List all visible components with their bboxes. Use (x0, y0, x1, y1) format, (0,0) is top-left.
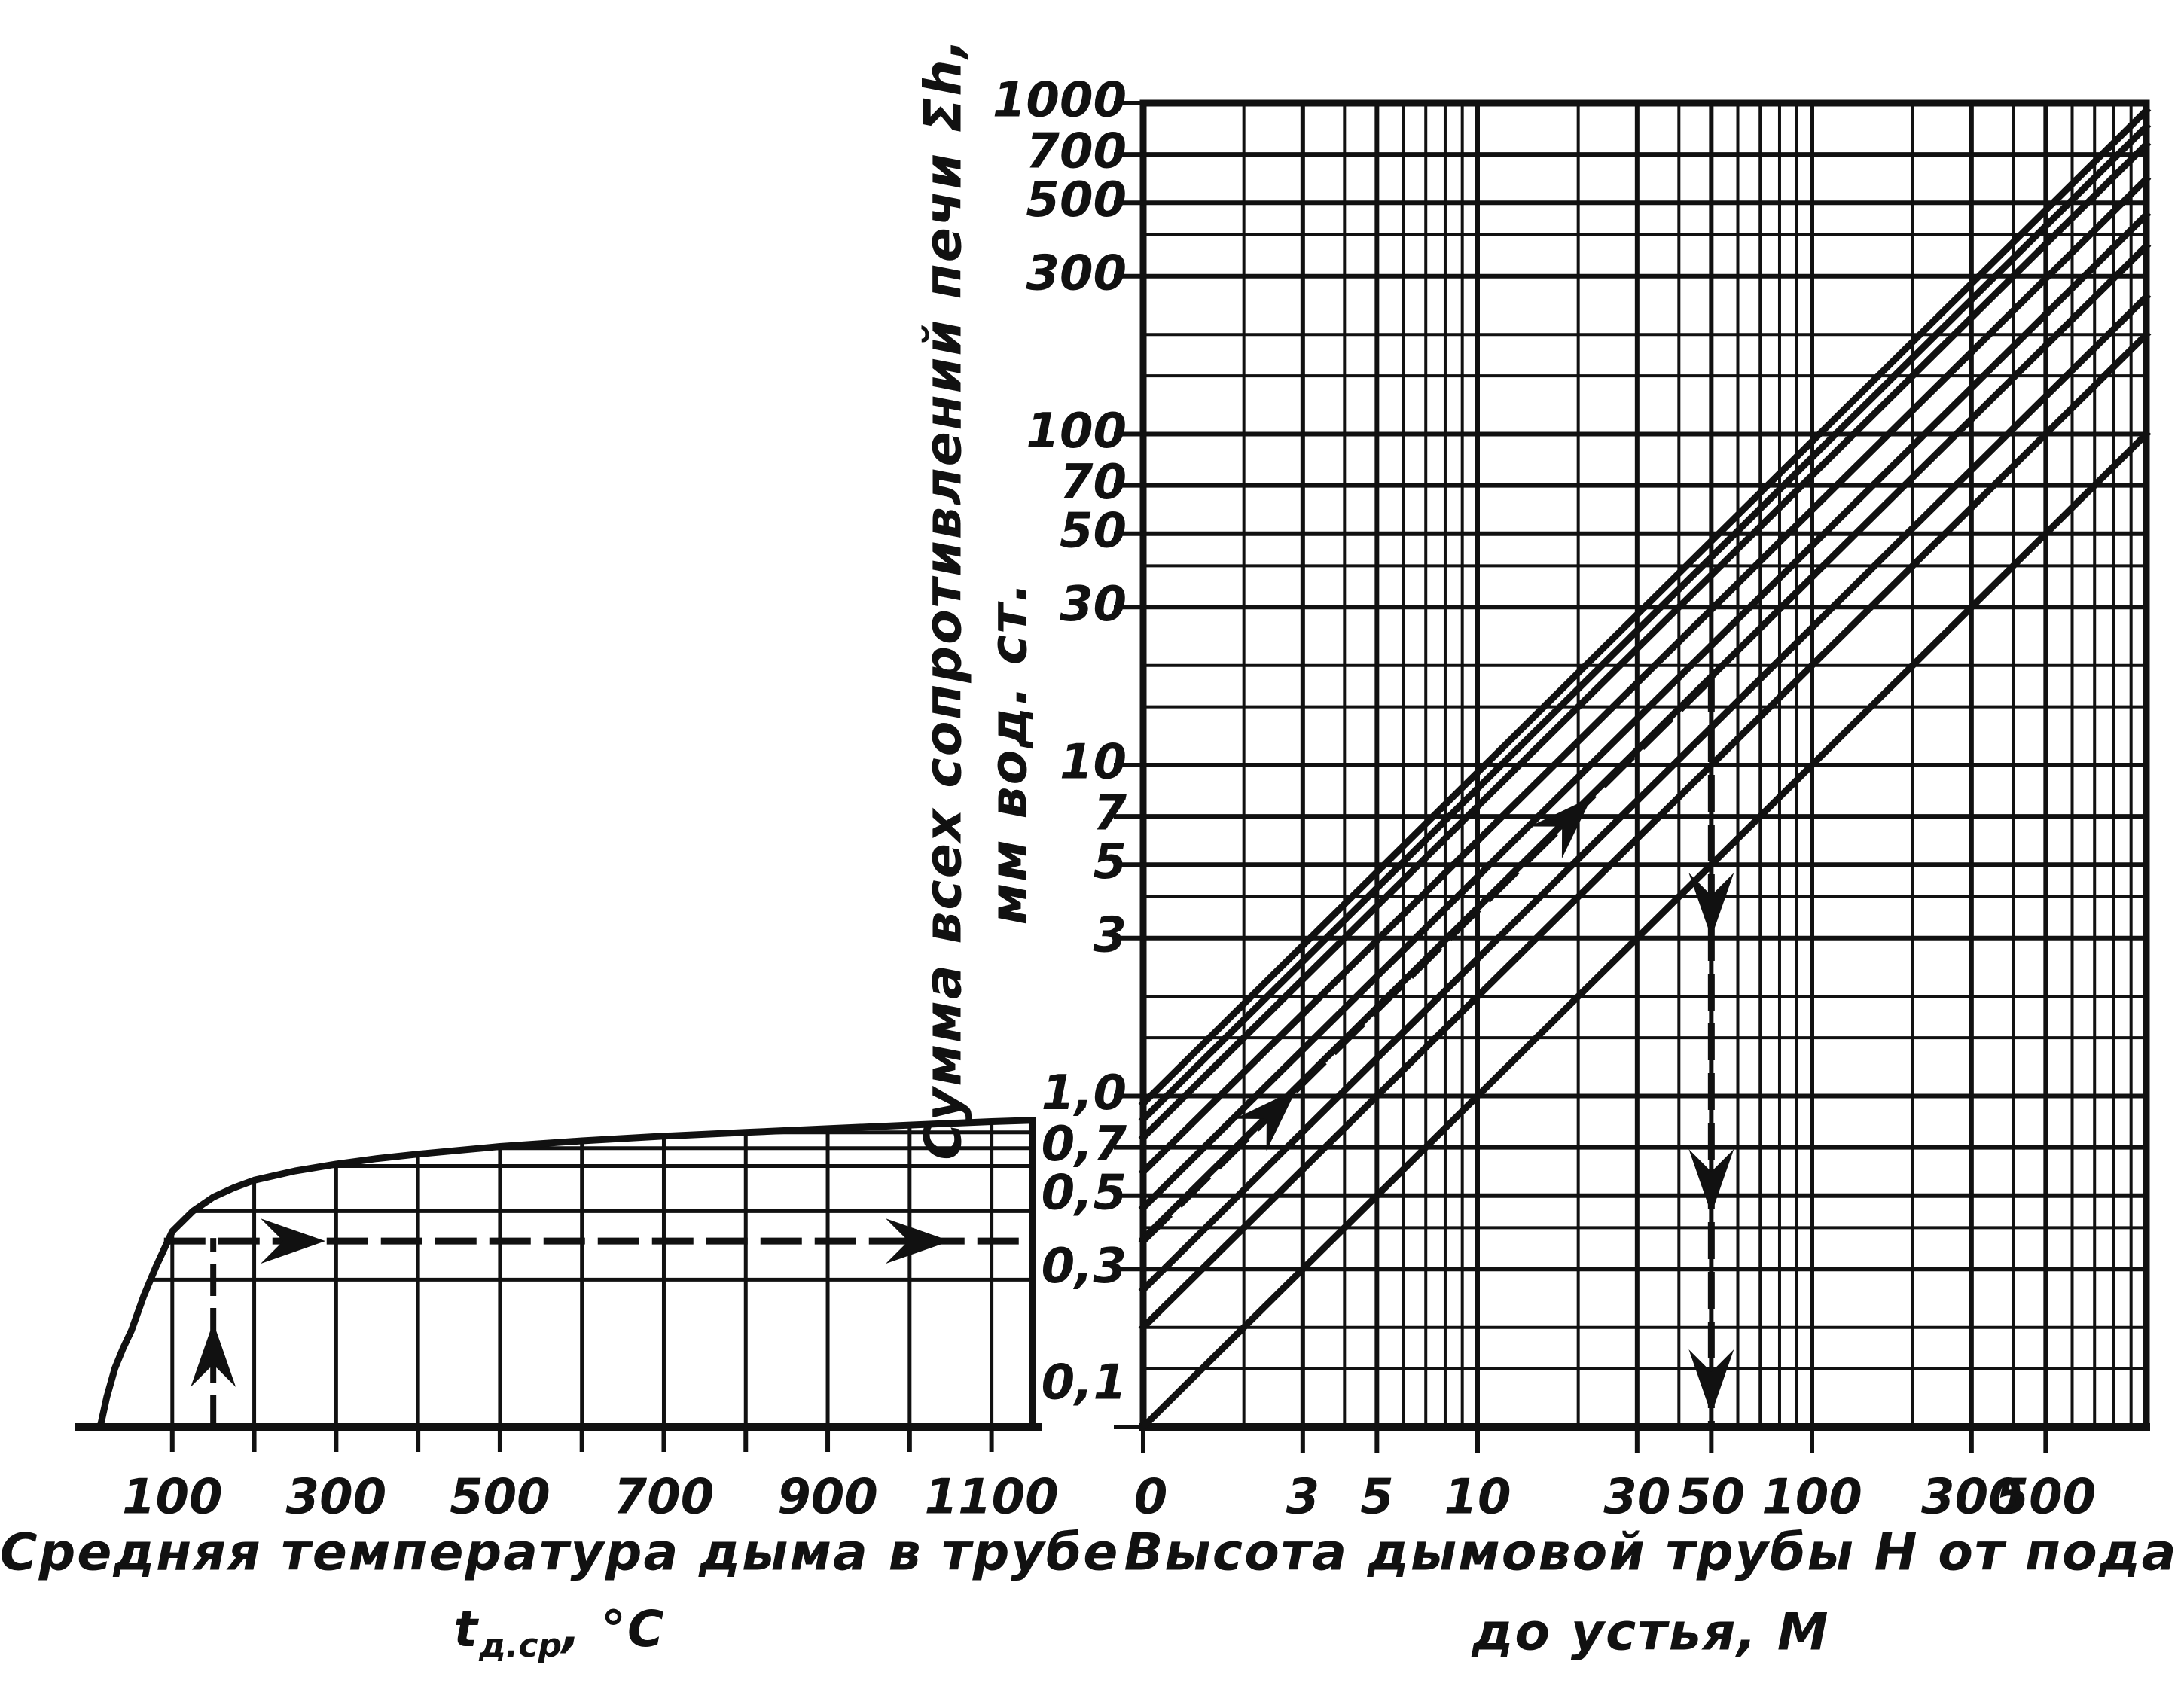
y-axis-units: мм вод. ст. (979, 581, 1039, 925)
right-x-tick-label: 50 (1677, 1469, 1745, 1526)
right-y-tick-label: 3 (1093, 907, 1127, 964)
left-x-tick-label: 100 (121, 1469, 223, 1526)
temperature-units: , °С (561, 1599, 666, 1658)
right-y-tick-label: 500 (1026, 172, 1127, 228)
right-y-tick-label: 5 (1093, 834, 1127, 890)
right-y-tick-label: 50 (1059, 503, 1127, 559)
right-y-tick-label: 700 (1026, 123, 1127, 180)
right-y-tick-label: 70 (1059, 455, 1127, 511)
right-x-tick-label: 10 (1444, 1469, 1511, 1526)
right-x-tick-label: 30 (1603, 1469, 1671, 1526)
right-chart-x-axis-title: Высота дымовой трубы Н от пода (1124, 1523, 2178, 1583)
right-x-tick-label: 0 (1133, 1469, 1168, 1526)
left-chart-x-axis-units (454, 1600, 666, 1665)
right-y-tick-label: 0,5 (1041, 1165, 1127, 1221)
left-x-tick-label: 900 (777, 1469, 878, 1526)
diagonal-v-line (1143, 145, 2146, 1138)
right-y-tick-label: 1,0 (1041, 1066, 1127, 1122)
diagonal-v-line (1143, 434, 2146, 1428)
right-y-tick-label: 7 (1093, 785, 1127, 842)
left-x-tick-label: 300 (285, 1469, 387, 1526)
right-x-tick-label: 3 (1286, 1469, 1320, 1526)
right-y-tick-label: 300 (1026, 245, 1127, 302)
left-chart-x-axis-title: Средняя температура дыма в трубе (0, 1523, 1120, 1583)
right-x-tick-label: 5 (1360, 1469, 1394, 1526)
right-y-tick-label: 30 (1059, 576, 1127, 633)
y-axis-title: Сумма всех сопротивлений печи Σh, (914, 37, 974, 1160)
right-x-tick-label: 100 (1762, 1469, 1862, 1526)
right-y-tick-label: 0,1 (1041, 1355, 1127, 1411)
right-x-tick-label: 300 (1921, 1469, 2022, 1526)
right-x-tick-label: 500 (1995, 1469, 2097, 1526)
diagonal-v-line (1143, 215, 2146, 1208)
right-y-tick-label: 100 (1026, 404, 1127, 460)
temperature-symbol: t (453, 1599, 480, 1658)
right-chart-x-axis-title-line2: до устья, М (1472, 1602, 1830, 1663)
temperature-subscript: д.ср (479, 1627, 562, 1666)
right-y-tick-label: 1000 (992, 72, 1127, 129)
right-y-tick-label: 10 (1059, 734, 1127, 791)
left-x-tick-label: 1100 (924, 1469, 1059, 1526)
left-x-tick-label: 700 (613, 1469, 715, 1526)
diagonal-v-line (1143, 179, 2146, 1172)
example-right-arrow (261, 1218, 325, 1264)
diagonal-v-line (1143, 297, 2146, 1290)
left-x-tick-label: 500 (450, 1469, 551, 1526)
right-y-tick-label: 0,7 (1041, 1117, 1127, 1173)
right-y-tick-label: 0,3 (1041, 1238, 1127, 1294)
